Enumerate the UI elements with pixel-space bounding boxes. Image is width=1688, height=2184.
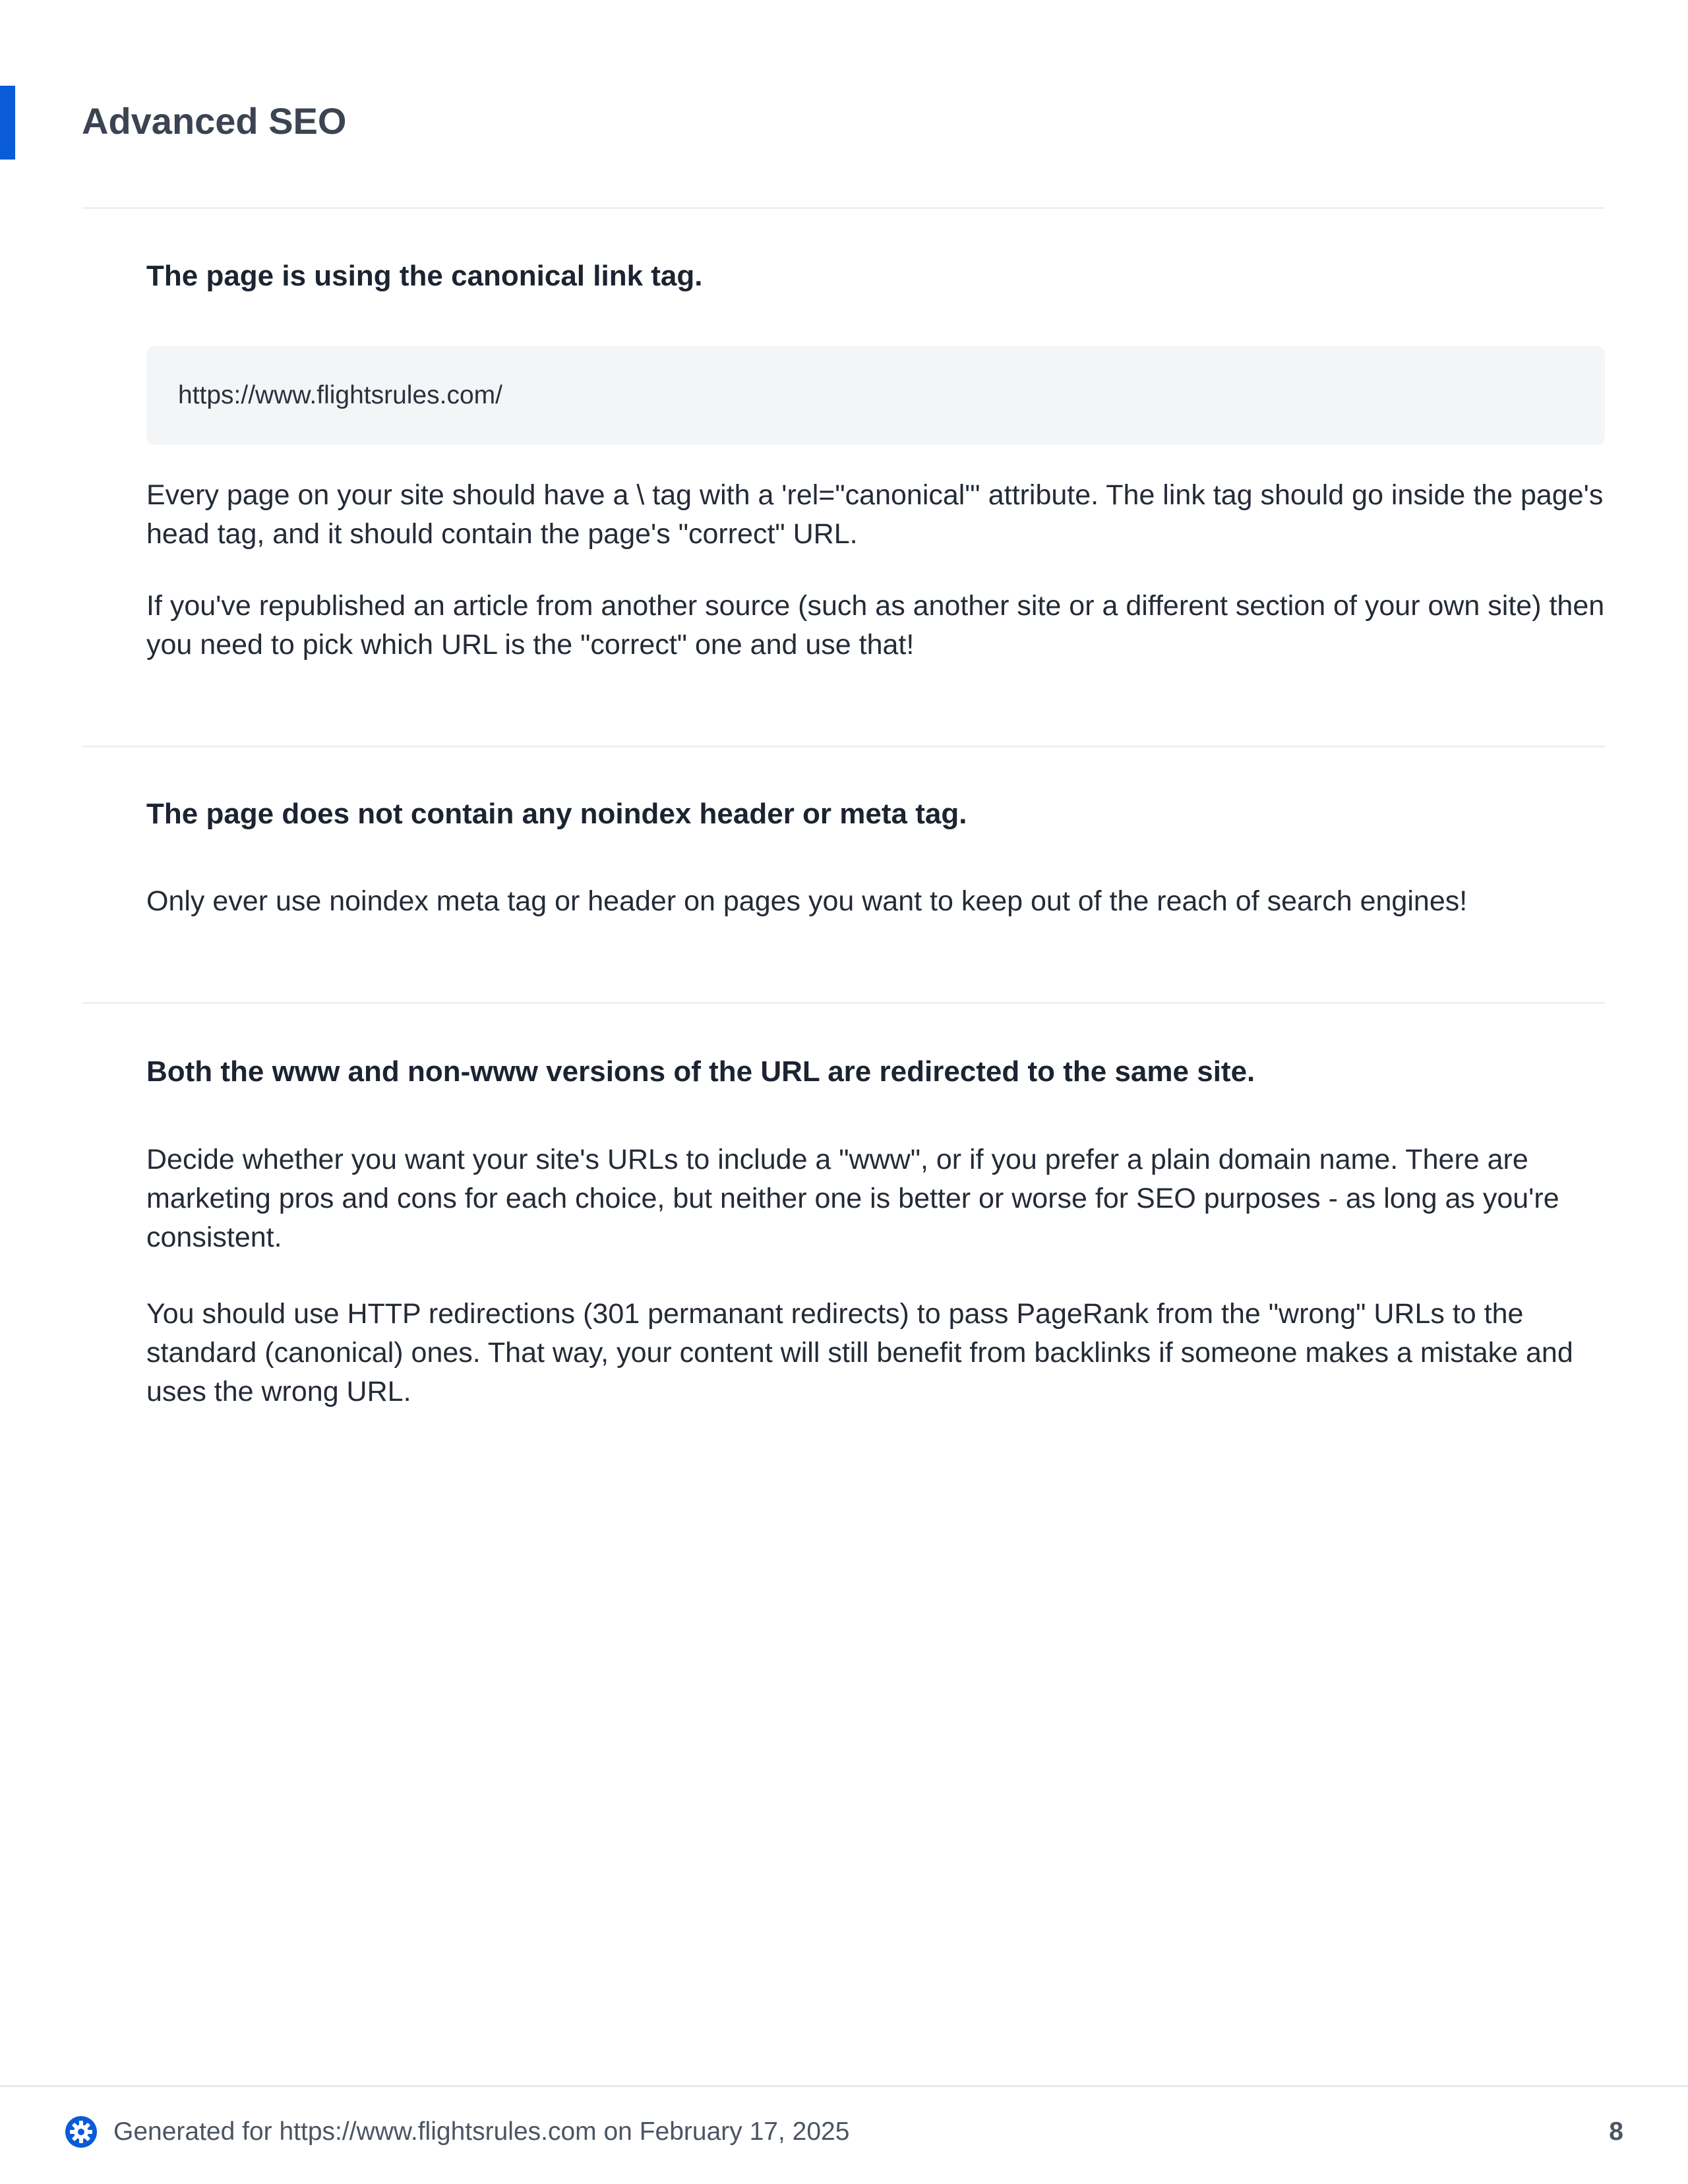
- check-heading-www-redirect: Both the www and non-www versions of the URL are redirected to the same site.: [146, 1055, 1255, 1088]
- divider: [82, 207, 1605, 209]
- footer-generated-text: Generated for https://www.flightsrules.com on February 17, 2025: [113, 2117, 850, 2146]
- canonical-url-code-box: [146, 346, 1605, 445]
- check-paragraph: Decide whether you want your site's URLs to include a "www", or if you prefer a plain domain name. There are marketing pros and cons for each choice, but neither one is better or worse for SEO purposes - as long as you're consistent.: [146, 1144, 1559, 1253]
- section-accent-bar: [0, 86, 15, 160]
- check-heading-noindex: The page does not contain any noindex header or meta tag.: [146, 798, 967, 830]
- check-paragraph: You should use HTTP redirections (301 permanant redirects) to pass PageRank from the "wrong" URLs to the standard (canonical) ones. That way, your content will still benefit from backlinks if someone makes a mistake and uses the wrong URL.: [146, 1298, 1573, 1407]
- page-number: 8: [1609, 2117, 1623, 2146]
- check-paragraph: Only ever use noindex meta tag or header on pages you want to keep out of the reach of search engines!: [146, 885, 1468, 917]
- divider: [82, 746, 1605, 748]
- footer-divider: [0, 2085, 1688, 2087]
- section-title: Advanced SEO: [82, 100, 347, 142]
- gear-badge-icon: [65, 2115, 98, 2148]
- divider: [82, 1002, 1605, 1004]
- check-paragraph: Every page on your site should have a \ tag with a 'rel="canonical"' attribute. The link tag should go inside the page's head tag, and it should contain the page's "correct" URL.: [146, 479, 1604, 550]
- check-paragraph: If you've republished an article from another source (such as another site or a different section of your own site) then you need to pick which URL is the "correct" one and use that!: [146, 590, 1605, 661]
- canonical-url-value: https://www.flightsrules.com/: [178, 381, 502, 409]
- check-heading-canonical: The page is using the canonical link tag.: [146, 260, 703, 292]
